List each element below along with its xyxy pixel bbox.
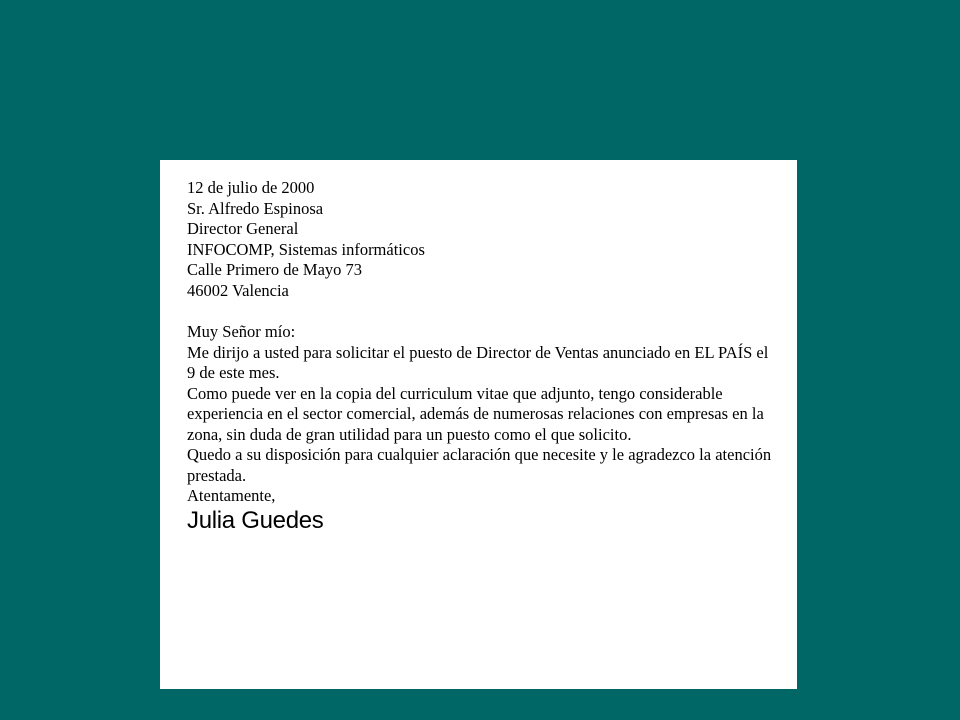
recipient-street: Calle Primero de Mayo 73 <box>187 260 363 279</box>
body-paragraph-2: Como puede ver en la copia del curriculum vitae que adjunto, tengo considerable experiencia en el sector comercial, además de numerosas relaciones con empresas en la zona, sin duda de gran utilidad para un puesto como el que solicito. <box>187 383 764 444</box>
recipient-company: INFOCOMP, Sistemas informáticos <box>187 239 425 259</box>
body-paragraph-1: Me dirijo a usted para solicitar el puesto de Director de Ventas anunciado en EL PAÍS el 9 de este mes. <box>187 342 769 382</box>
signature: Julia Guedes <box>187 506 324 534</box>
closing: Atentamente, <box>187 486 276 505</box>
letter-date: 12 de julio de 2000 <box>187 178 315 197</box>
recipient-title: Director General <box>187 219 299 238</box>
recipient-name: Sr. Alfredo Espinosa <box>187 198 324 218</box>
letter-page <box>160 160 797 689</box>
recipient-city: 46002 Valencia <box>187 280 289 300</box>
salutation: Muy Señor mío: <box>187 322 296 341</box>
body-paragraph-3: Quedo a su disposición para cualquier aclaración que necesite y le agradezco la atención prestada. <box>187 445 772 485</box>
recipient-address <box>187 199 777 302</box>
